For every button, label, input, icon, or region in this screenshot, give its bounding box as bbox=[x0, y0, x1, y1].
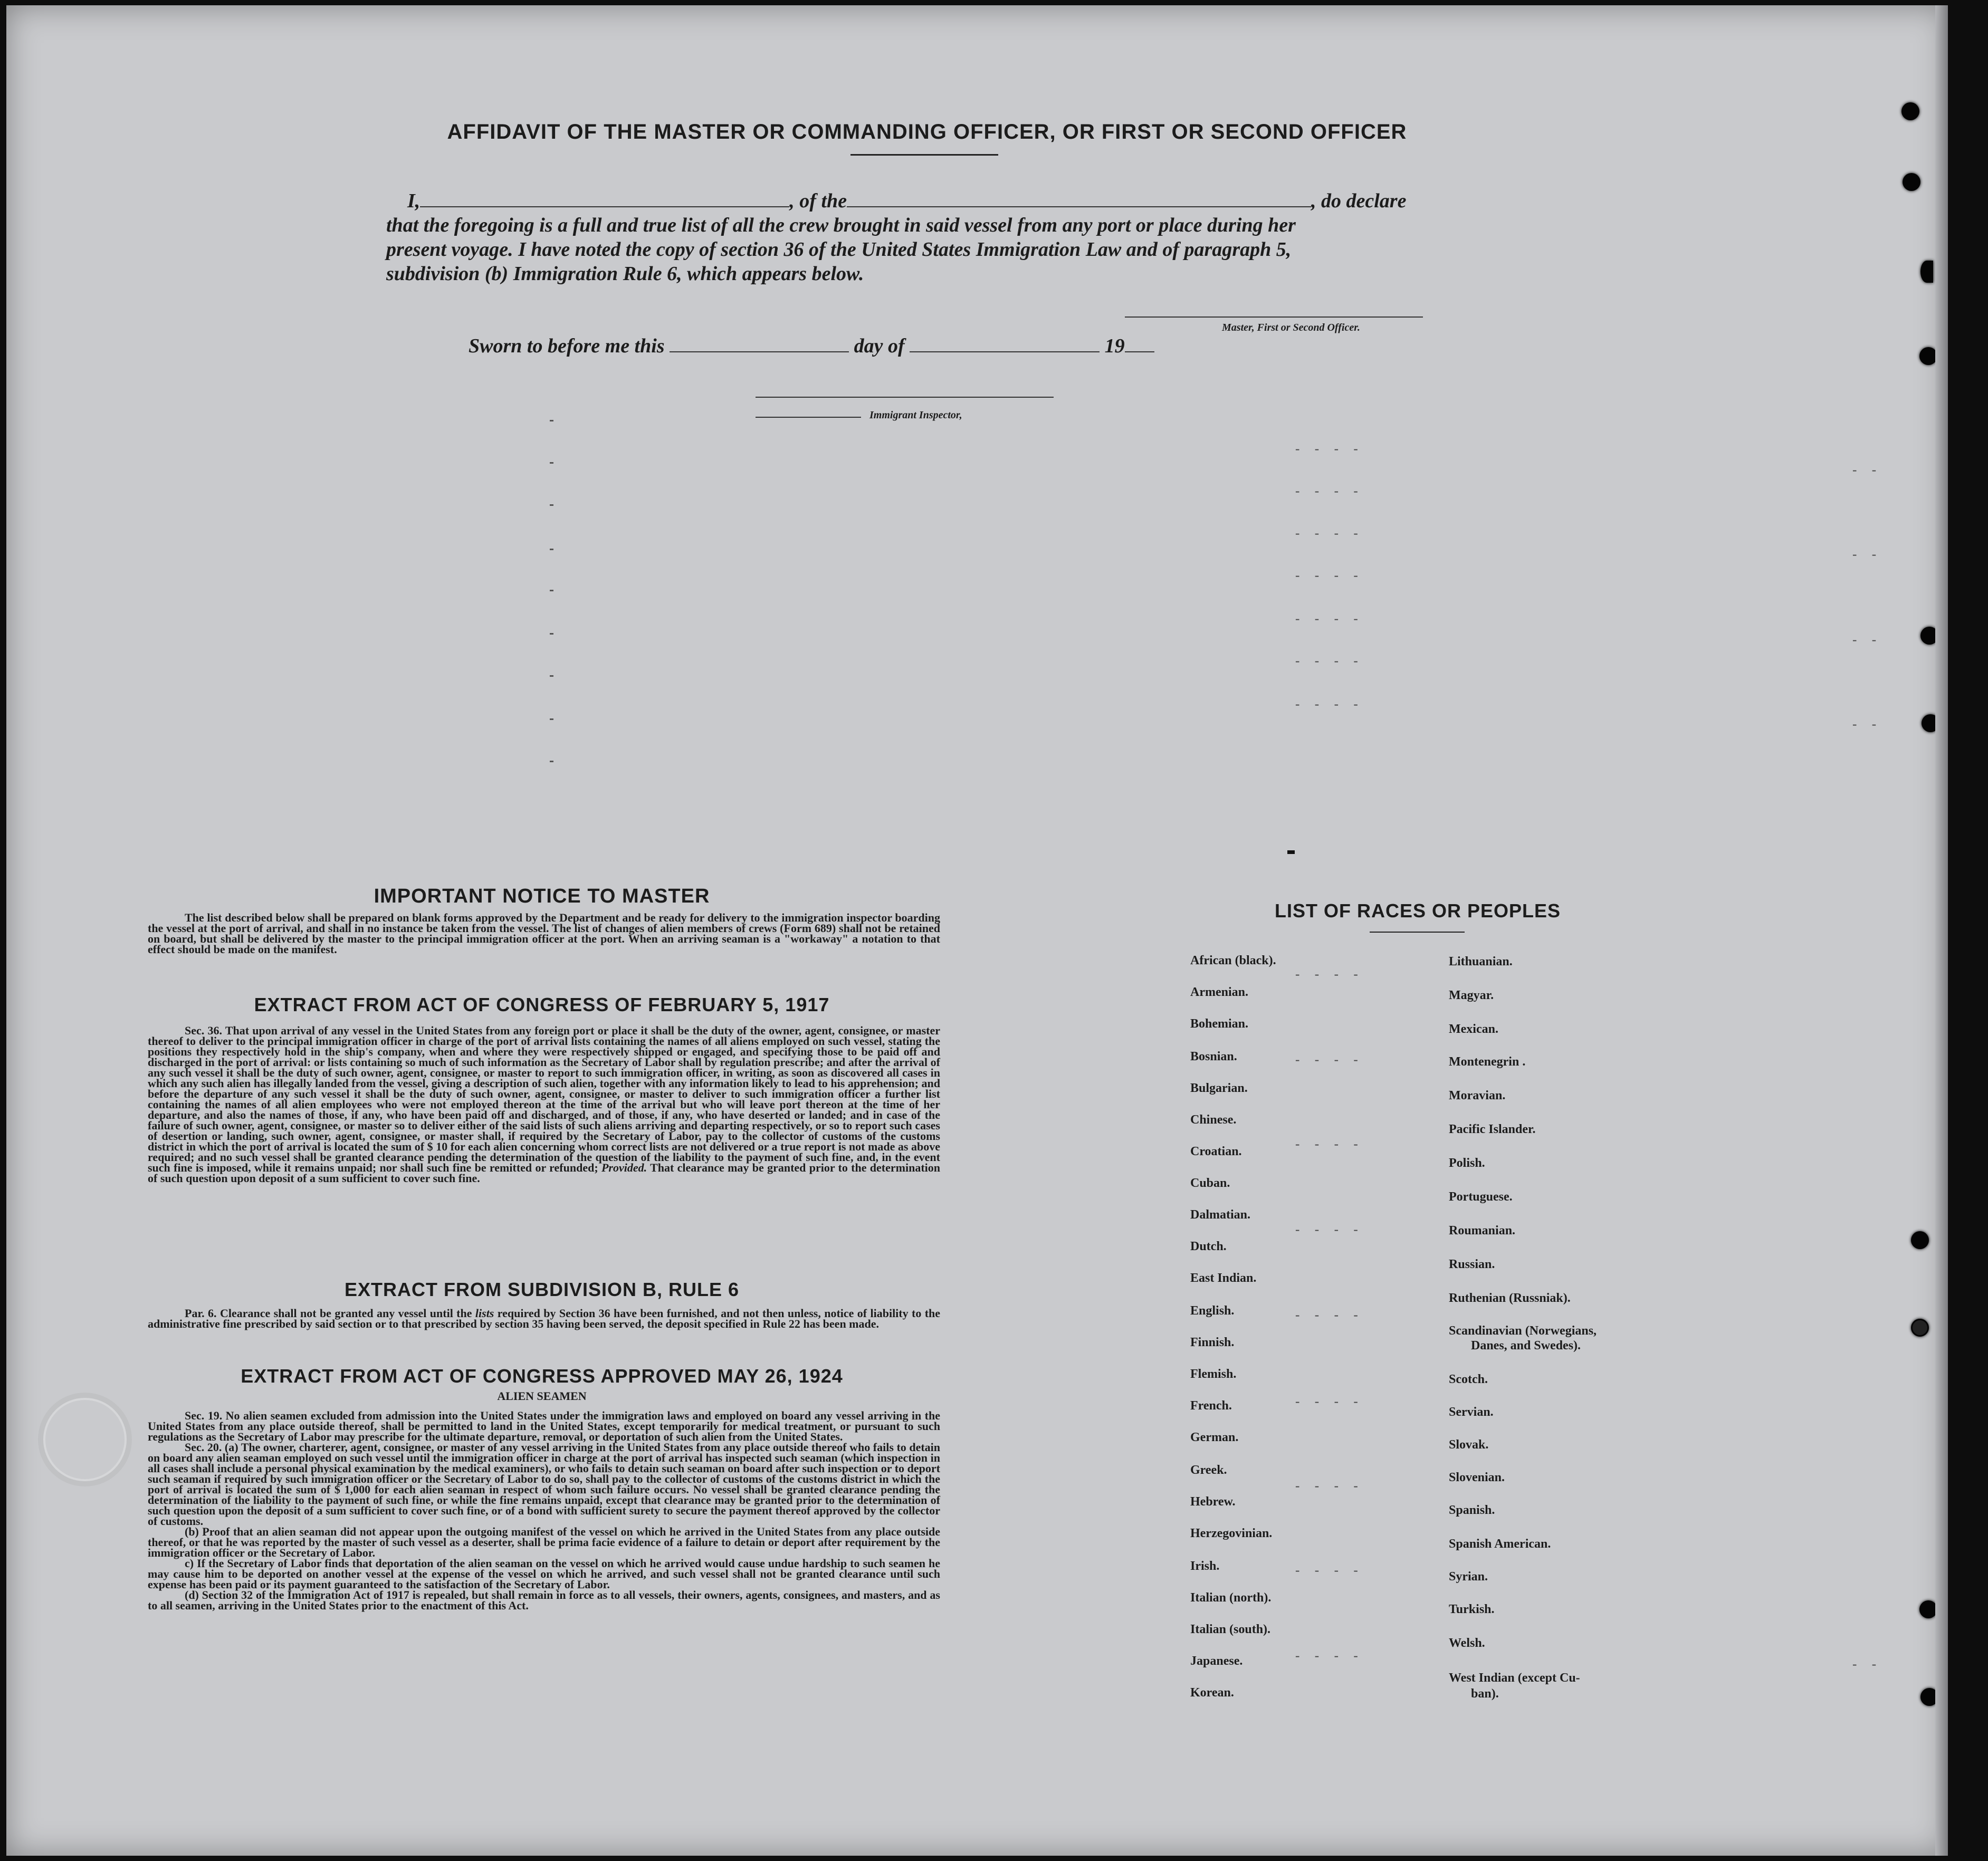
i-label: I, bbox=[407, 190, 420, 212]
rule6-text-before: Par. 6. Clearance shall not be granted any vessel until the bbox=[185, 1307, 472, 1320]
race-item: Italian (north). bbox=[1190, 1591, 1272, 1605]
leader-dashes: - - bbox=[1851, 718, 1880, 733]
races-title: LIST OF RACES OR PEOPLES bbox=[1274, 900, 1561, 922]
leader-dashes: - - - - bbox=[1294, 1650, 1362, 1664]
race-item: German. bbox=[1190, 1431, 1239, 1444]
race-item: Roumanian. bbox=[1449, 1224, 1516, 1238]
rule6-lists-word: lists bbox=[475, 1307, 494, 1320]
race-item: Slovak. bbox=[1449, 1438, 1489, 1452]
race-item: Syrian. bbox=[1449, 1570, 1488, 1584]
leader-dashes: - - - - bbox=[1294, 1138, 1362, 1153]
race-item: Croatian. bbox=[1190, 1145, 1242, 1158]
leader-dashes: - - - - bbox=[1294, 968, 1362, 983]
race-item: Montenegrin . bbox=[1449, 1055, 1526, 1069]
race-item: Moravian. bbox=[1449, 1089, 1506, 1102]
race-item: English. bbox=[1190, 1304, 1235, 1318]
declaration-line-3: present voyage. I have noted the copy of section 36 of the United States Immigration Law and of paragraph 5, bbox=[386, 238, 1292, 261]
leader-dashes: - - - - bbox=[1294, 443, 1362, 457]
race-item: Korean. bbox=[1190, 1686, 1234, 1700]
race-item: Spanish. bbox=[1449, 1503, 1495, 1517]
leader-dashes: - - - - bbox=[1294, 1565, 1362, 1579]
race-item: Finnish. bbox=[1190, 1336, 1235, 1349]
extract-1924-title: EXTRACT FROM ACT OF CONGRESS APPROVED MAY 26, 1924 bbox=[241, 1365, 843, 1387]
leader-dashes: - - - - bbox=[1294, 698, 1362, 713]
extract-1917-title: EXTRACT FROM ACT OF CONGRESS OF FEBRUARY 5, 1917 bbox=[254, 994, 830, 1015]
race-item: Hebrew. bbox=[1190, 1495, 1236, 1509]
proviso-label: Provided. bbox=[601, 1161, 647, 1174]
race-item: French. bbox=[1190, 1399, 1232, 1413]
leader-dashes: - - - - bbox=[1294, 1224, 1362, 1238]
proviso-text: That clearance may be granted prior to the determination of such question upon deposit of a sum sufficient to cover such fine. bbox=[148, 1161, 940, 1185]
notice-body: The list described below shall be prepared on blank forms approved by the Department and be ready for delivery to the immigration inspector boarding the vessel at the port of arrival, and shall in no instance be taken from the vessel. The list of changes of alien members of crews (Form 689) shall not be retained on board, but shall be delivered by the master to the principal immigration officer at the port. When an arriving seaman is a "workaway" a notation to that effect should be made on the manifest. bbox=[148, 911, 940, 956]
race-item: African (black). bbox=[1190, 954, 1276, 967]
leader-dashes: - - - - bbox=[1294, 1480, 1362, 1494]
race-item: Herzegovinian. bbox=[1190, 1527, 1273, 1540]
leader-dashes: - - - - bbox=[1294, 613, 1362, 627]
race-item: East Indian. bbox=[1190, 1271, 1257, 1285]
notice-title: IMPORTANT NOTICE TO MASTER bbox=[374, 885, 710, 907]
race-item: Bohemian. bbox=[1190, 1017, 1249, 1031]
race-item: Pacific Islander. bbox=[1449, 1123, 1536, 1136]
race-item: Scotch. bbox=[1449, 1373, 1488, 1386]
extract-1924-subtitle: ALIEN SEAMEN bbox=[497, 1389, 587, 1403]
leader-dashes: - - - - bbox=[1294, 1054, 1362, 1068]
leader-dashes: - - - - bbox=[1294, 527, 1362, 542]
race-item: Slovenian. bbox=[1449, 1471, 1505, 1484]
of-the-label: , of the bbox=[789, 190, 847, 212]
sec-36-text: That upon arrival of any vessel in the United States from any foreign port or place it shall be the duty of the owner, agent, consignee, or master thereof to deliver to the principal immigration officer in charge of the port of arrival lists containing the names of all aliens employed on such vessel, stating the positions they respectively hold in the ship's company, when and where they were respectively shipped or engaged, and specifying those to be paid off and discharged in the port of arrival: or lists containing so much of such information as the Secretary of Labor shall by regulation prescribe; and after the arrival of any such vessel it shall be the duty of such owner, agent, consignee, or master to report to such immigration officer, in writing, as soon as discovered all cases in which any such alien has illegally landed from the vessel, giving a description of such alien, together with any information likely to lead to his apprehension; and before the departure of any such vessel it shall be the duty of such owner, agent, consignee, or master to deliver to such immigration officer a further list containing the names of all alien employees who were not employed thereon at the time of the arrival but who will leave port thereon at the time of her departure, and also the names of those, if any, who have been paid off and discharged, and of those, if any, who have deserted or landed; and in case of the failure of such owner, agent, consignee, or master so to deliver either of the said lists of such aliens arriving and departing respectively, or so to report such cases of desertion or landing, such owner, agent, consignee, or master shall, if required by the Secretary of Labor, pay to the collector of customs of the customs district in which the port of arrival is located the sum of $ 10 for each alien concerning whom correct lists are not delivered or a true report is not made as above required; and no such vessel shall be granted clearance pending the determination of the question of the liability to the payment of such fine, and, in the event such fine is imposed, while it remains unpaid; nor shall such fine be remitted or refunded; bbox=[148, 1024, 940, 1174]
race-item: Ruthenian (Russniak). bbox=[1449, 1291, 1571, 1305]
race-item: Mexican. bbox=[1449, 1022, 1498, 1036]
day-of-label: day of bbox=[854, 335, 905, 357]
race-item: Italian (south). bbox=[1190, 1623, 1271, 1636]
race-item: Scandinavian (Norwegians, bbox=[1449, 1324, 1597, 1338]
extract-rule6-title: EXTRACT FROM SUBDIVISION B, RULE 6 bbox=[344, 1279, 740, 1300]
leader-dashes: - - bbox=[1851, 1658, 1880, 1673]
race-item: Chinese. bbox=[1190, 1113, 1237, 1127]
sec-20d-paragraph: (d) Section 32 of the Immigration Act of 1917 is repealed, but shall remain in force as to all vessels, their owners, agents, consignees, and masters, and as to all seamen, arriving in the United States prior to the enactment of this Act. bbox=[148, 1588, 940, 1612]
race-item: Bosnian. bbox=[1190, 1050, 1237, 1063]
sec-20a-text: (a) The owner, charterer, agent, consignee, or master of any vessel arriving in the United States from any place outside thereof who fails to detain on board any alien seaman employed on such vessel until the immigration officer in charge at the port of arrival has inspected such seaman (which inspection in all cases shall include a personal physical examination by the medical examiners), or who fails to detain such seaman on board after such inspection or to deport such seaman if required by such immigration officer or the Secretary of Labor to do so, shall pay to the collector of customs of the customs district in which the port of arrival is located the sum of $ 1,000 for each alien seaman in respect of whom such failure occurs. No vessel shall be granted clearance pending the determination of the liability to the payment of such fine, or while the fine remains unpaid, except that clearance may be granted prior to the determination of such question upon the deposit of a sum sufficient to cover such fine, or of a bond with sufficient surety to secure the payment thereof approved by the collector of customs. bbox=[148, 1441, 941, 1528]
inspector-caption: Immigrant Inspector, bbox=[869, 409, 962, 421]
leader-dashes: - - - - bbox=[1294, 655, 1362, 669]
leader-dashes: - - bbox=[1851, 464, 1880, 478]
leader-dashes: - - bbox=[1851, 549, 1880, 563]
document-page bbox=[6, 5, 1948, 1856]
affidavit-title: AFFIDAVIT OF THE MASTER OR COMMANDING OFFICER, OR FIRST OR SECOND OFFICER bbox=[447, 120, 1407, 143]
race-item: Spanish American. bbox=[1449, 1537, 1551, 1551]
race-item: Bulgarian. bbox=[1190, 1081, 1248, 1095]
race-item: Servian. bbox=[1449, 1405, 1494, 1419]
leader-dashes: - - - - bbox=[1294, 485, 1362, 500]
race-item: Lithuanian. bbox=[1449, 955, 1513, 968]
race-item: West Indian (except Cu- bbox=[1449, 1671, 1580, 1685]
leader-dashes: - - bbox=[1851, 634, 1880, 648]
race-item: Japanese. bbox=[1190, 1654, 1243, 1668]
race-item: Flemish. bbox=[1190, 1367, 1237, 1381]
sec-36-label: Sec. 36. bbox=[185, 1024, 222, 1037]
race-item: Magyar. bbox=[1449, 989, 1494, 1002]
race-item: Russian. bbox=[1449, 1258, 1495, 1271]
sec-20-label: Sec. 20. bbox=[185, 1441, 222, 1454]
race-item: Turkish. bbox=[1449, 1603, 1495, 1616]
master-signature-caption: Master, First or Second Officer. bbox=[1222, 322, 1360, 333]
sworn-label: Sworn to before me this bbox=[469, 335, 665, 357]
do-declare-label: , do declare bbox=[1311, 190, 1407, 212]
year-prefix: 19 bbox=[1104, 335, 1125, 357]
race-item: Welsh. bbox=[1449, 1636, 1485, 1650]
declaration-line-2: that the foregoing is a full and true list of all the crew brought in said vessel from any port or place during her bbox=[386, 214, 1296, 236]
race-item: Portuguese. bbox=[1449, 1190, 1513, 1204]
race-item: Dutch. bbox=[1190, 1240, 1227, 1253]
race-item: ban). bbox=[1471, 1687, 1499, 1701]
leader-dashes: - - - - bbox=[1294, 1396, 1362, 1410]
sec-19-text: No alien seamen excluded from admission into the United States under the immigration laws and employed on board any vessel arriving in the United States from any place outside thereof, shall be permitted to land in the United States, except temporarily for medical treatment, or pursuant to such regulations as the Secretary of Labor may prescribe for the ultimate departure, removal, or deportation of such alien from the United States. bbox=[148, 1409, 941, 1443]
races-list bbox=[6, 5, 1988, 1856]
sec-19-label: Sec. 19. bbox=[185, 1409, 223, 1422]
sec-20b-paragraph: (b) Proof that an alien seaman did not appear upon the outgoing manifest of the vessel on which he arrived in the United States from any place outside thereof, or that he was reported by the master of such vessel as a deserter, shall be prima facie evidence of a failure to detain or deport after requirement by the immigration officer or the Secretary of Labor. bbox=[148, 1525, 940, 1559]
race-item: Danes, and Swedes). bbox=[1471, 1339, 1581, 1352]
race-item: Irish. bbox=[1190, 1559, 1220, 1573]
declaration-line-4: subdivision (b) Immigration Rule 6, which appears below. bbox=[386, 263, 864, 285]
race-item: Armenian. bbox=[1190, 985, 1248, 999]
rule6-text-after: required by Section 36 have been furnished, and not then unless, notice of liability to the administrative fine prescribed by said section or to that prescribed by section 35 having been served, the deposit specified in Rule 22 has been made. bbox=[148, 1307, 941, 1330]
race-item: Cuban. bbox=[1190, 1176, 1230, 1190]
race-item: Polish. bbox=[1449, 1156, 1485, 1170]
race-item: Greek. bbox=[1190, 1463, 1227, 1477]
leader-dashes: - - - - bbox=[1294, 570, 1362, 584]
race-item: Dalmatian. bbox=[1190, 1208, 1250, 1222]
leader-dashes: - - - - bbox=[1294, 1309, 1362, 1323]
sec-20c-paragraph: c) If the Secretary of Labor finds that deportation of the alien seaman on the vessel on which he arrived would cause undue hardship to such seamen he may cause him to be deported on another vessel at the expense of the vessel on which he arrived, and such vessel shall not be granted clearance until such expense has been paid or its payment guaranteed to the satisfaction of the Secretary of Labor. bbox=[148, 1557, 940, 1591]
